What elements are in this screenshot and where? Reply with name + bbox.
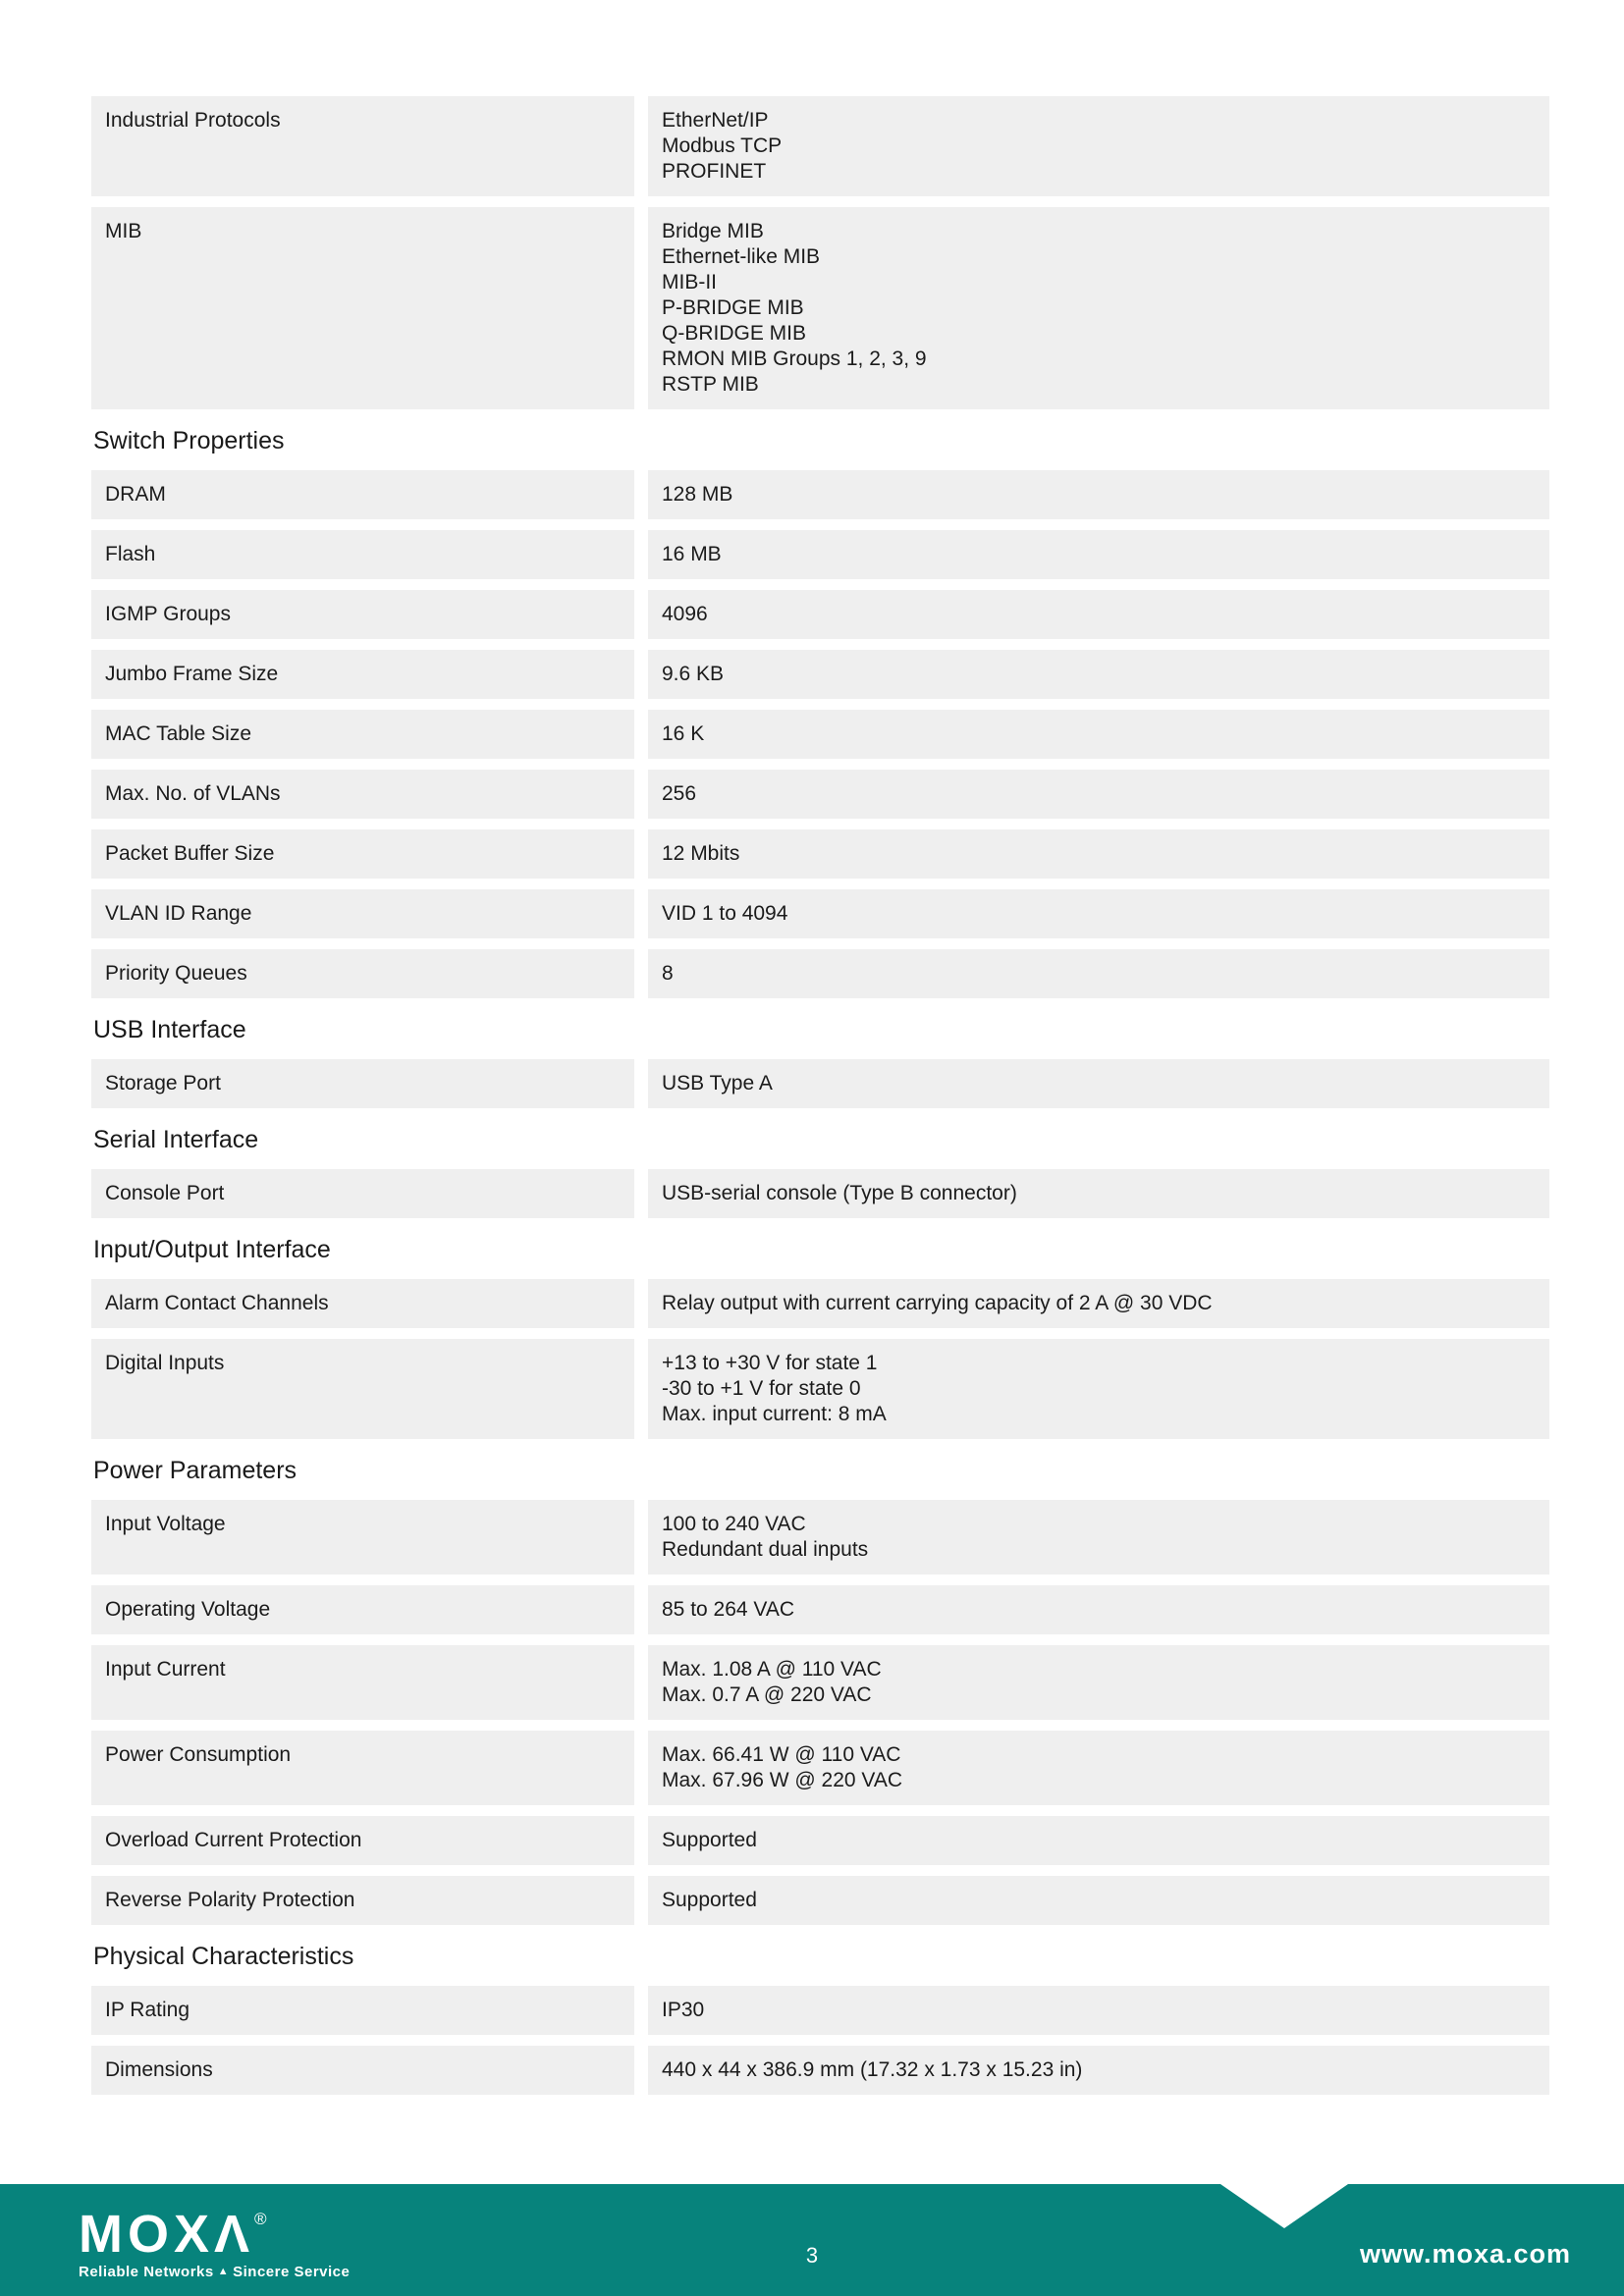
spec-row [91, 1876, 1549, 1925]
spec-label-cell: Flash [91, 530, 634, 579]
spec-label-cell: MIB [91, 207, 634, 409]
spec-value-cell [648, 470, 1549, 519]
spec-value-cell [648, 1500, 1549, 1575]
moxa-wordmark [79, 2196, 350, 2264]
spec-row [91, 470, 1549, 519]
spec-value-cell [648, 650, 1549, 699]
spec-label-cell: Operating Voltage [91, 1585, 634, 1634]
spec-label-cell: Industrial Protocols [91, 96, 634, 196]
page-number: 3 [805, 2243, 819, 2268]
tagline-left: Reliable Networks [79, 2264, 214, 2280]
spec-value-line: 16 MB [662, 543, 722, 565]
spec-table [91, 96, 1549, 2106]
spec-value-cell [648, 710, 1549, 759]
spec-row [91, 1585, 1549, 1634]
section-title: Physical Characteristics [93, 1943, 354, 1970]
spec-row [91, 2046, 1549, 2095]
spec-row [91, 1169, 1549, 1218]
spec-value-cell [648, 207, 1549, 409]
spec-label-cell: Dimensions [91, 2046, 634, 2095]
spec-value-line: PROFINET [662, 160, 767, 183]
spec-value-line: -30 to +1 V for state 0 [662, 1377, 861, 1400]
spec-row [91, 1339, 1549, 1439]
spec-value-cell [648, 1279, 1549, 1328]
spec-value-line: Max. 67.96 W @ 220 VAC [662, 1769, 903, 1791]
spec-value-cell [648, 2046, 1549, 2095]
spec-value-line: Supported [662, 1829, 757, 1851]
spec-value-cell [648, 1986, 1549, 2035]
spec-label-cell: MAC Table Size [91, 710, 634, 759]
spec-row [91, 96, 1549, 196]
spec-value-line: USB Type A [662, 1072, 773, 1095]
spec-value-cell [648, 1876, 1549, 1925]
spec-value-cell [648, 770, 1549, 819]
registered-trademark-icon: ® [254, 2210, 267, 2228]
chevron-notch-icon [1220, 2184, 1348, 2228]
spec-value-cell [648, 889, 1549, 938]
spec-row [91, 1986, 1549, 2035]
spec-value-line: 440 x 44 x 386.9 mm (17.32 x 1.73 x 15.23 in) [662, 2058, 1083, 2081]
spec-value-line: Max. 1.08 A @ 110 VAC [662, 1658, 882, 1681]
spec-row [91, 770, 1549, 819]
footer-bar [0, 2184, 1624, 2296]
spec-value-line: Ethernet-like MIB [662, 245, 821, 268]
spec-value-line: +13 to +30 V for state 1 [662, 1352, 878, 1374]
spec-label-cell: Input Current [91, 1645, 634, 1720]
moxa-logo [79, 2196, 350, 2280]
website-link[interactable]: www.moxa.com [1359, 2239, 1571, 2269]
spec-value-line: 100 to 240 VAC [662, 1513, 806, 1535]
section-title: Power Parameters [93, 1457, 298, 1484]
section-title: Serial Interface [93, 1126, 259, 1153]
moxa-tagline [79, 2264, 350, 2280]
spec-label-cell: Priority Queues [91, 949, 634, 998]
spec-value-cell [648, 1645, 1549, 1720]
spec-value-line: Redundant dual inputs [662, 1538, 869, 1561]
spec-label-cell: Reverse Polarity Protection [91, 1876, 634, 1925]
spec-value-cell [648, 590, 1549, 639]
spec-label-cell: Overload Current Protection [91, 1816, 634, 1865]
spec-value-line: Relay output with current carrying capacity of 2 A @ 30 VDC [662, 1292, 1213, 1314]
spec-value-cell [648, 829, 1549, 879]
spec-label-cell: Console Port [91, 1169, 634, 1218]
triangle-icon: ▲ [217, 2266, 230, 2277]
spec-value-line: Max. 66.41 W @ 110 VAC [662, 1743, 901, 1766]
spec-value-line: Max. input current: 8 mA [662, 1403, 887, 1425]
spec-row [91, 889, 1549, 938]
spec-value-cell [648, 530, 1549, 579]
spec-value-line: 256 [662, 782, 697, 805]
spec-row [91, 1500, 1549, 1575]
spec-value-line: 8 [662, 962, 674, 985]
spec-value-line: 9.6 KB [662, 663, 725, 685]
spec-value-line: 12 Mbits [662, 842, 740, 865]
spec-label-cell: Power Consumption [91, 1731, 634, 1805]
spec-value-line: RSTP MIB [662, 373, 759, 396]
spec-value-line: P-BRIDGE MIB [662, 296, 804, 319]
spec-row [91, 1059, 1549, 1108]
spec-row [91, 207, 1549, 409]
spec-label-cell: Max. No. of VLANs [91, 770, 634, 819]
spec-value-line: VID 1 to 4094 [662, 902, 788, 925]
spec-row [91, 1279, 1549, 1328]
spec-value-cell [648, 949, 1549, 998]
spec-row [91, 1731, 1549, 1805]
spec-label-cell: IP Rating [91, 1986, 634, 2035]
spec-value-line: 16 K [662, 722, 705, 745]
tagline-right: Sincere Service [233, 2264, 351, 2280]
spec-label-cell: Digital Inputs [91, 1339, 634, 1439]
spec-value-line: 128 MB [662, 483, 733, 506]
spec-row [91, 590, 1549, 639]
spec-value-cell [648, 1339, 1549, 1439]
spec-label-cell: VLAN ID Range [91, 889, 634, 938]
spec-row [91, 650, 1549, 699]
spec-value-line: Modbus TCP [662, 134, 783, 157]
spec-value-line: USB-serial console (Type B connector) [662, 1182, 1017, 1204]
spec-row [91, 710, 1549, 759]
spec-value-line: Q-BRIDGE MIB [662, 322, 807, 345]
spec-row [91, 829, 1549, 879]
spec-value-line: MIB-II [662, 271, 717, 294]
spec-label-cell: IGMP Groups [91, 590, 634, 639]
spec-row [91, 1816, 1549, 1865]
moxa-brand-text: MOXΛ [79, 2205, 255, 2264]
spec-value-cell [648, 1059, 1549, 1108]
spec-value-line: IP30 [662, 1999, 705, 2021]
spec-label-cell: Storage Port [91, 1059, 634, 1108]
spec-label-cell: Packet Buffer Size [91, 829, 634, 879]
spec-label-cell: Input Voltage [91, 1500, 634, 1575]
spec-value-line: EtherNet/IP [662, 109, 769, 132]
spec-value-cell [648, 96, 1549, 196]
spec-value-cell [648, 1731, 1549, 1805]
spec-row [91, 1645, 1549, 1720]
spec-value-line: Bridge MIB [662, 220, 764, 242]
spec-row [91, 530, 1549, 579]
section-title: Input/Output Interface [93, 1236, 331, 1263]
spec-value-line: Supported [662, 1889, 757, 1911]
section-title: Switch Properties [93, 427, 285, 454]
spec-label-cell: Alarm Contact Channels [91, 1279, 634, 1328]
spec-value-line: Max. 0.7 A @ 220 VAC [662, 1683, 872, 1706]
spec-value-cell [648, 1169, 1549, 1218]
spec-value-line: 85 to 264 VAC [662, 1598, 795, 1621]
spec-value-line: RMON MIB Groups 1, 2, 3, 9 [662, 347, 927, 370]
section-title: USB Interface [93, 1016, 246, 1043]
spec-row [91, 949, 1549, 998]
spec-label-cell: DRAM [91, 470, 634, 519]
spec-label-cell: Jumbo Frame Size [91, 650, 634, 699]
spec-value-line: 4096 [662, 603, 708, 625]
spec-value-cell [648, 1816, 1549, 1865]
spec-value-cell [648, 1585, 1549, 1634]
